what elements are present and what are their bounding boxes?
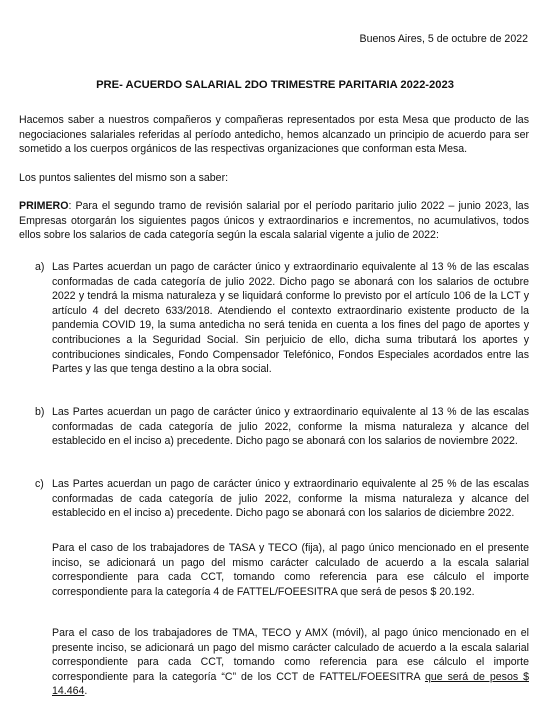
intro-paragraph: Hacemos saber a nuestros compañeros y compañeras representados por esta Mesa que producto de las negociaciones salariales referidas al período antedicho, hemos alcanzado un principio de acuerdo para ser sometido a los cuerpos orgánicos de las respectivas organizaciones que conforman esta Mesa. bbox=[19, 114, 529, 156]
document-title: PRE- ACUERDO SALARIAL 2DO TRIMESTRE PARITARIA 2022-2023 bbox=[96, 79, 454, 91]
primero-label: PRIMERO bbox=[19, 200, 69, 212]
points-lead: Los puntos salientes del mismo son a saber: bbox=[19, 172, 229, 184]
sub-paragraph-movil bbox=[52, 626, 529, 699]
underlined-amount: que será de pesos $ 14.464 bbox=[52, 670, 529, 698]
item-letter: a) bbox=[35, 261, 45, 273]
primero-text: : Para el segundo tramo de revisión salarial por el período paritario julio 2022 – junio 2023, las Empresas otorgarán los siguientes pagos únicos y extraordinarios e incrementos, no acumulativos, todos ellos sobre los salarios de cada categoría según la escala salarial vigente a julio de 2022: bbox=[19, 200, 529, 242]
place-date: Buenos Aires, 5 de octubre de 2022 bbox=[359, 33, 528, 45]
item-text: Las Partes acuerdan un pago de carácter único y extraordinario equivalente al 13 % de las escalas conformadas de cada categoría de julio 2022. Dicho pago se abonará con los salarios de octubre 2022 y tendrá la misma naturaleza y se liquidará conforme lo previsto por el artículo 106 de la LCT y artículo 4 del decreto 633/2018. Atendiendo el contexto extraordinario existente producto de la pandemia COVID 19, la suma antedicha no será tenida en cuenta a los fines del pago de aportes y contribuciones a la Seguridad Social. Sin perjuicio de ello, dicha suma tributará los aportes y contribuciones sindicales, Fondo Compensador Telefónico, Fondos Especiales acordados entre las Partes y las que tenga destino a la obra social. bbox=[52, 261, 529, 376]
item-letter: c) bbox=[35, 478, 44, 490]
list-item bbox=[35, 260, 529, 377]
item-letter: b) bbox=[35, 406, 45, 418]
item-text: Las Partes acuerdan un pago de carácter único y extraordinario equivalente al 13 % de las escalas conformadas de cada categoría de julio 2022, conforme la misma naturaleza y alcance del establecido en el inciso a) precedente. Dicho pago se abonará con los salarios de noviembre 2022. bbox=[52, 406, 529, 448]
item-text: Las Partes acuerdan un pago de carácter único y extraordinario equivalente al 25 % de las escalas conformadas de cada categoría de julio 2022, conforme la misma naturaleza y alcance del establecido en el inciso a) precedente. Dicho pago se abonará con los salarios de diciembre 2022. bbox=[52, 478, 529, 520]
sub-paragraph-end: . bbox=[84, 685, 88, 698]
sub-paragraph-text: Para el caso de los trabajadores de TMA, TECO y AMX (móvil), al pago único mencionado en el presente inciso, se adicionará un pago del mismo carácter calculado de acuerdo a la escala salarial correspondiente para cada CCT, tomando como referencia para ese cálculo el importe correspondiente para la categoría “C” de los CCT de FATTEL/FOEESITRA bbox=[52, 627, 529, 683]
sub-paragraph-teco-fija: Para el caso de los trabajadores de TASA y TECO (fija), al pago único mencionado en el presente inciso, se adicionará un pago del mismo carácter calculado de acuerdo a la escala salarial correspondiente para cada CCT, tomando como referencia para ese cálculo el importe correspondiente para la categoría 4 de FATTEL/FOEESITRA que será de pesos $ 20.192. bbox=[52, 542, 529, 598]
list-item bbox=[35, 405, 529, 449]
list-item bbox=[35, 477, 529, 521]
primero-paragraph bbox=[19, 199, 529, 243]
